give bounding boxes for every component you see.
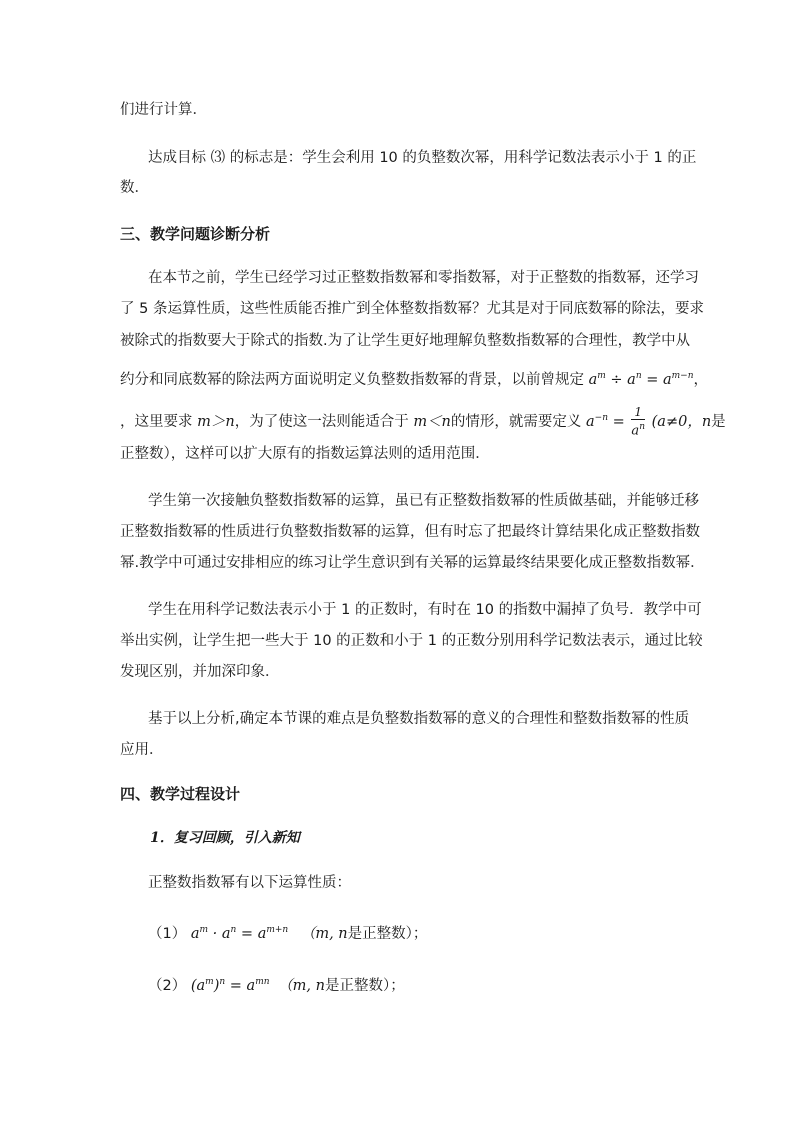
formula-2-label: （2）: [148, 977, 187, 994]
subsection-1-heading: 1．复习回顾，引入新知: [150, 830, 300, 846]
p2-line-3: 幂.教学中可通过安排相应的练习让学生意识到有关幂的运算最终结果要化成正整数指数幂．: [120, 555, 705, 571]
formula-1: [148, 920, 427, 944]
formula-2-note: 是正整数）；: [324, 977, 405, 994]
p2-line-2: 正整数指数幂的性质进行负整数指数幂的运算，但有时忘了把最终计算结果化成正整数指数: [120, 524, 700, 540]
p1-line-6: 正整数），这样可以扩大原有的指数运算法则的适用范围．: [120, 446, 490, 462]
p3-line-3: 发现区别，并加深印象．: [120, 664, 280, 680]
formula-1-vars: （m, n: [300, 925, 348, 942]
formula-1-note: 是正整数）；: [347, 925, 428, 942]
p1-line-4: 约分和同底数幂的除法两方面说明定义负整数指数幂的背景，以前曾规定 $a^m \div a^n = a^{m-n}$，: [120, 371, 709, 388]
fraction-one-over-a-n: $\frac{1}{a^n}$: [631, 405, 645, 439]
section-3-heading: 三、教学问题诊断分析: [120, 225, 271, 243]
p4-line-1: 基于以上分析,确定本节课的难点是负整数指数幂的意义的合理性和整数指数幂的性质: [148, 711, 690, 727]
p3-line-2: 举出实例，让学生把一些大于 10 的正数和小于 1 的正数分别用科学记数法表示，通过比较: [120, 633, 703, 649]
p4-line-2: 应用．: [120, 742, 164, 758]
p1-line-5-text-c: 的情形，就需要定义: [450, 413, 582, 430]
paragraph-continuation: 们进行计算．: [120, 102, 207, 118]
condition-a-nonzero: (a≠0，n: [651, 413, 712, 430]
p1-line-5: [120, 404, 726, 438]
p2-line-1: 学生第一次接触负整数指数幂的运算，虽已有正整数指数幂的性质做基础，并能够迁移: [148, 493, 699, 509]
p1-line-4-text: 约分和同底数幂的除法两方面说明定义负整数指数幂的背景，以前曾规定: [120, 371, 584, 388]
formula-2-expression: $(a^m)^n = a^{mn}$: [190, 977, 270, 994]
goal-line-2: 数．: [120, 180, 149, 196]
intro-line: 正整数指数幂有以下运算性质：: [148, 875, 351, 891]
p1-line-5-text-b: ，为了使这一法则能适合于: [234, 413, 409, 430]
p1-line-5-text-a: ，这里要求: [120, 413, 193, 430]
formula-2-vars: （m, n: [278, 977, 325, 994]
formula-1-label: （1）: [148, 925, 187, 942]
p1-line-5-text-d: 是: [711, 413, 726, 430]
condition-m-gt-n: m＞n: [197, 413, 235, 430]
p1-line-3: 被除式的指数要大于除式的指数.为了让学生更好地理解负整数指数幂的合理性，教学中从: [120, 333, 691, 349]
goal-line-1: 达成目标 ⑶ 的标志是：学生会利用 10 的负整数次幂，用科学记数法表示小于 1 的正: [148, 150, 697, 166]
p3-line-1: 学生在用科学记数法表示小于 1 的正数时，有时在 10 的指数中漏掉了负号．教学中可: [148, 602, 702, 618]
formula-1-expression: $a^m \cdot a^n = a^{m+n}$: [190, 925, 289, 942]
division-rule-formula: $a^m \div a^n = a^{m-n}$: [588, 371, 694, 388]
p1-line-2: 了 5 条运算性质，这些性质能否推广到全体整数指数幂？尤其是对于同底数幂的除法，要求: [120, 301, 704, 317]
section-4-heading: 四、教学过程设计: [120, 785, 241, 803]
p1-line-1: 在本节之前，学生已经学习过正整数指数幂和零指数幂，对于正整数的指数幂，还学习: [148, 270, 699, 286]
negative-exponent-definition: $a^{-n}$ =: [586, 413, 625, 430]
formula-2: [148, 972, 405, 996]
condition-m-lt-n: m＜n: [413, 413, 451, 430]
